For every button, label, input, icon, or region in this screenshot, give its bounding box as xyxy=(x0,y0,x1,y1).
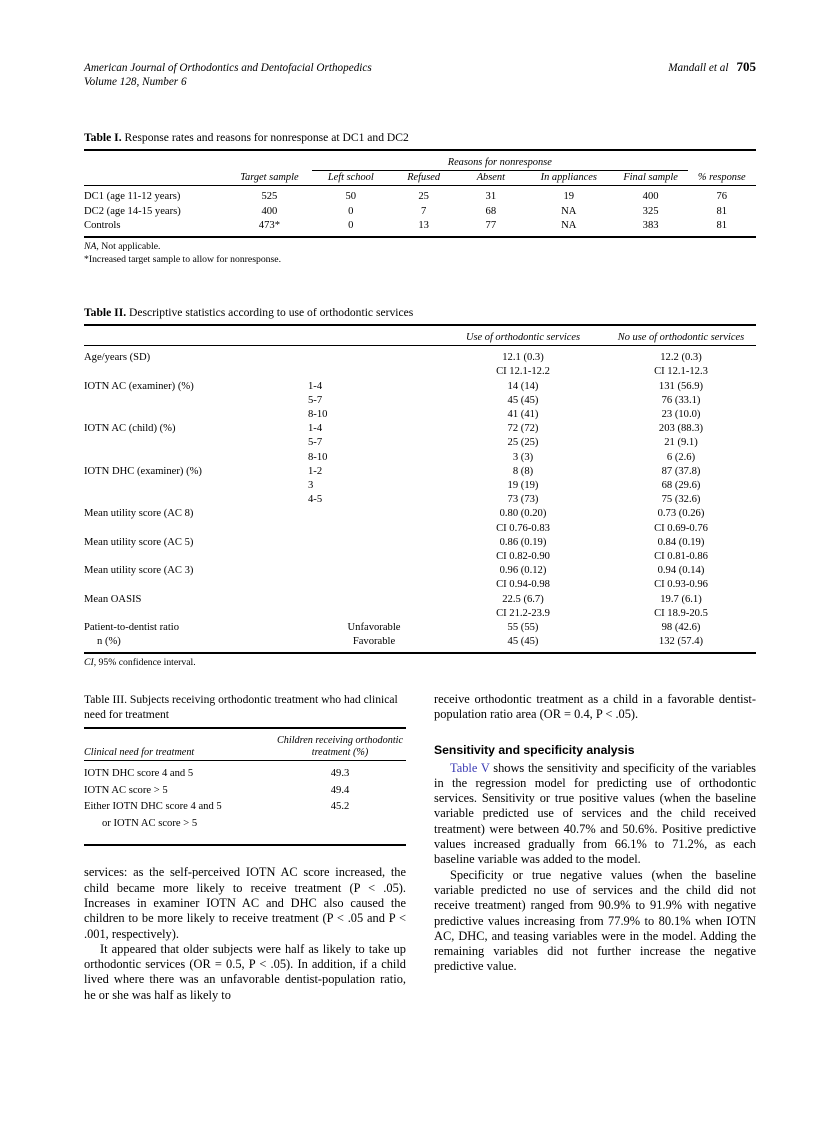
table-1-col-2: Left school xyxy=(327,172,374,184)
table-1-block xyxy=(84,130,756,266)
table-row xyxy=(84,190,756,204)
table-2-r15-category xyxy=(308,564,440,578)
table-1-footnote-1-text: , Not applicable. xyxy=(96,241,161,253)
table-3-r1-need: IOTN AC score > 5 xyxy=(84,784,168,796)
table-2-r13-label: Mean utility score (AC 5) xyxy=(84,536,194,548)
table-2-r5-label: IOTN AC (child) (%) xyxy=(84,423,176,435)
table-2-r13-nouse: 0.84 (0.19) xyxy=(657,536,705,548)
table-1 xyxy=(84,149,756,238)
table-1-group-header-label: Reasons for nonresponse xyxy=(312,156,688,171)
left-column xyxy=(84,692,406,1003)
table-1-r1-c2: 0 xyxy=(348,205,354,217)
table-2-r12-use: CI 0.76-0.83 xyxy=(496,522,550,534)
table-1-r2-c3: 13 xyxy=(418,219,429,231)
table-3-col-1-line1: Children receiving orthodontic xyxy=(277,734,403,746)
table-1-r1-c7: 81 xyxy=(716,205,728,217)
table-2-r17-nouse: 19.7 (6.1) xyxy=(660,593,702,605)
table-row xyxy=(84,422,756,436)
table-1-label: Table I. xyxy=(84,131,122,144)
table-2-r18-use: CI 21.2-23.9 xyxy=(496,607,550,619)
table-3-caption xyxy=(84,692,406,723)
table-row xyxy=(84,479,756,493)
table-2-r0-nouse: 12.2 (0.3) xyxy=(660,352,702,364)
running-head xyxy=(84,60,756,89)
table-2-r4-category: 8-10 xyxy=(308,409,328,421)
table-2-r8-label: IOTN DHC (examiner) (%) xyxy=(84,465,202,477)
table-2-r1-label xyxy=(84,365,308,379)
table-2-r7-nouse: 6 (2.6) xyxy=(666,451,696,463)
table-row xyxy=(84,205,756,219)
table-2-r1-nouse: CI 12.1-12.3 xyxy=(654,366,708,378)
table-3-col-0: Clinical need for treatment xyxy=(84,746,195,758)
table-2-r10-category: 4-5 xyxy=(308,494,323,506)
table-3-r2-need-line2: or IOTN AC score > 5 xyxy=(102,817,198,829)
table-1-r1-c5: NA xyxy=(561,205,577,217)
table-2-r8-nouse: 87 (37.8) xyxy=(661,465,701,477)
table-1-r2-c6: 383 xyxy=(642,219,659,231)
table-1-col-1: Target sample xyxy=(240,172,299,184)
table-row xyxy=(84,219,756,233)
table-row xyxy=(84,564,756,578)
table-3-r2-need: Either IOTN DHC score 4 and 5 xyxy=(84,801,222,813)
table-2-caption xyxy=(84,305,756,320)
table-2-r14-category xyxy=(308,550,440,564)
table-1-r0-c1: 525 xyxy=(261,191,278,203)
table-1-r1-c0: DC2 (age 14-15 years) xyxy=(84,205,181,217)
table-2-r15-nouse: 0.94 (0.14) xyxy=(657,565,705,577)
table-2-r9-category: 3 xyxy=(308,480,314,492)
table-row xyxy=(84,493,756,507)
table-1-r0-c2: 50 xyxy=(345,191,357,203)
table-2 xyxy=(84,324,756,654)
table-2-r3-nouse: 76 (33.1) xyxy=(661,394,701,406)
table-2-r10-nouse: 75 (32.6) xyxy=(661,494,701,506)
author-names: Mandall et al xyxy=(668,62,729,74)
table-1-r1-c6: 325 xyxy=(642,205,659,217)
table-row xyxy=(84,465,756,479)
table-1-r2-c4: 77 xyxy=(485,219,497,231)
table-2-r5-category: 1-4 xyxy=(308,423,323,435)
table-2-r14-nouse: CI 0.81-0.86 xyxy=(654,551,708,563)
table-1-col-6: Final sample xyxy=(623,172,678,184)
table-1-footnote-2 xyxy=(84,254,756,267)
table-1-col-4: Absent xyxy=(476,172,505,184)
table-1-r2-c1: 473* xyxy=(258,219,280,231)
table-2-r4-nouse: 23 (10.0) xyxy=(661,409,701,421)
table-2-header-row xyxy=(84,331,756,346)
table-1-bottom-rule xyxy=(84,233,756,237)
table-2-r13-use: 0.86 (0.19) xyxy=(499,536,547,548)
table-1-footnote-1-abbr: NA xyxy=(84,241,97,253)
table-row xyxy=(84,550,756,564)
table-3-r0-need: IOTN DHC score 4 and 5 xyxy=(84,768,194,780)
table-2-r3-use: 45 (45) xyxy=(507,394,539,406)
table-1-r0-c3: 25 xyxy=(418,191,429,203)
table-3-header-row xyxy=(84,735,406,761)
table-1-r0-c6: 400 xyxy=(642,191,659,203)
table-1-r2-c2: 0 xyxy=(348,219,354,231)
table-3-top-rule xyxy=(84,728,406,735)
table-2-col-0 xyxy=(84,331,308,346)
table-row xyxy=(84,536,756,550)
table-2-r10-label xyxy=(84,493,308,507)
table-row xyxy=(84,380,756,394)
table-2-r19-category: Unfavorable xyxy=(347,622,401,634)
table-3-col-1 xyxy=(274,735,406,761)
right-paragraph-2 xyxy=(434,761,756,868)
table-1-r0-c5: 19 xyxy=(563,191,575,203)
table-row xyxy=(84,783,406,800)
table-2-col-2: Use of orthodontic services xyxy=(466,332,580,343)
table-2-r2-label: IOTN AC (examiner) (%) xyxy=(84,380,194,392)
table-3-r2-value: 45.2 xyxy=(330,801,350,813)
table-2-r5-use: 72 (72) xyxy=(507,423,539,435)
right-column-spacer xyxy=(434,723,756,742)
table-2-bottom-rule xyxy=(84,649,756,653)
table-1-r2-c5: NA xyxy=(561,219,577,231)
table-2-r12-label xyxy=(84,522,308,536)
table-1-col-3: Refused xyxy=(407,172,441,184)
table-1-r1-c3: 7 xyxy=(421,205,427,217)
table-1-footnote-2-text: *Increased target sample to allow for nonresponse. xyxy=(84,253,282,265)
table-row xyxy=(84,766,406,783)
table-2-r6-label xyxy=(84,436,308,450)
table-2-r16-use: CI 0.94-0.98 xyxy=(496,579,550,591)
table-2-r11-label: Mean utility score (AC 8) xyxy=(84,508,194,520)
table-2-r9-use: 19 (19) xyxy=(507,480,539,492)
table-row xyxy=(84,436,756,450)
table-row xyxy=(84,507,756,521)
table-2-r6-category: 5-7 xyxy=(308,437,323,449)
table-2-col-3: No use of orthodontic services xyxy=(617,332,745,343)
right-paragraph-3: Specificity or true negative values (when the baseline variable predicted no use of services and the child did not receive treatment) ranged from 90.9% to 91.9% with negative predictive values increasing from 77.9% to 80.1% when IOTN AC, DHC, and teasing variables were in the model. Adding the remaining variables did not further increase the negative predictive value. xyxy=(434,867,756,974)
table-2-r19-use: 55 (55) xyxy=(507,622,539,634)
table-2-r13-category xyxy=(308,536,440,550)
table-2-r2-category: 1-4 xyxy=(308,380,323,392)
right-paragraph-2-text: shows the sensitivity and specificity of the variables in the regression model for predicting use of orthodontic services. Sensitivity or true positive values (when the baseline variable predicted use of services and the child received treatment) were between 40.7% and 50.6%. Positive predictive values increased gradually from 66.1% to 71.2%, as each baseline variable was added to the model. xyxy=(434,760,756,867)
table-2-r14-label xyxy=(84,550,308,564)
table-1-r2-c0: Controls xyxy=(84,219,121,231)
table-3 xyxy=(84,727,406,847)
table-2-r14-use: CI 0.82-0.90 xyxy=(496,551,550,563)
table-2-r0-category xyxy=(308,351,440,365)
right-column xyxy=(434,692,756,975)
table-3-r1-value: 49.4 xyxy=(330,784,350,796)
table-2-r17-category xyxy=(308,593,440,607)
table-1-header-row xyxy=(84,171,756,186)
table-1-r0-c0: DC1 (age 11-12 years) xyxy=(84,191,181,203)
journal-title: American Journal of Orthodontics and Dentofacial Orthopedics xyxy=(84,62,372,74)
table-2-r9-nouse: 68 (29.6) xyxy=(661,480,701,492)
table-2-footnote-1-text: , 95% confidence interval. xyxy=(93,657,196,669)
table-row xyxy=(84,394,756,408)
left-column-spacer xyxy=(84,846,406,865)
table-2-r7-use: 3 (3) xyxy=(512,451,534,463)
table-2-caption-text: Descriptive statistics according to use of orthodontic services xyxy=(129,306,414,319)
table-row xyxy=(84,799,406,816)
table-2-r15-label: Mean utility score (AC 3) xyxy=(84,565,194,577)
table-2-r12-nouse: CI 0.69-0.76 xyxy=(654,522,708,534)
table-2-r17-use: 22.5 (6.7) xyxy=(502,593,544,605)
table-2-r8-use: 8 (8) xyxy=(512,465,534,477)
table-2-r11-nouse: 0.73 (0.26) xyxy=(657,508,705,520)
left-paragraph-1: services: as the self-perceived IOTN AC score increased, the child became more likely to receive treatment (P < .05). Increases in examiner IOTN AC and DHC also caused the children to be more likely to receive treatment (P < .05 and P < .001, respectively). xyxy=(84,865,406,941)
table-2-r20-use: 45 (45) xyxy=(507,636,539,648)
table-2-r0-label: Age/years (SD) xyxy=(84,352,151,364)
table-2-r7-label xyxy=(84,451,308,465)
table-2-r6-use: 25 (25) xyxy=(507,437,539,449)
table-row xyxy=(84,451,756,465)
table-row xyxy=(84,635,756,649)
section-heading-sensitivity: Sensitivity and specificity analysis xyxy=(434,742,635,757)
table-1-caption-text: Response rates and reasons for nonresponse at DC1 and DC2 xyxy=(124,131,409,144)
table-2-r7-category: 8-10 xyxy=(308,451,328,463)
table-2-r16-label xyxy=(84,578,308,592)
table-1-r1-c4: 68 xyxy=(485,205,497,217)
table-2-r6-nouse: 21 (9.1) xyxy=(664,437,698,449)
table-row-continuation xyxy=(84,816,406,833)
table-2-r10-use: 73 (73) xyxy=(507,494,539,506)
table-row xyxy=(84,593,756,607)
table-2-r1-use: CI 12.1-12.2 xyxy=(496,366,550,378)
table-2-r17-label: Mean OASIS xyxy=(84,593,142,605)
table-3-r0-value: 49.3 xyxy=(330,768,350,780)
table-1-group-header xyxy=(84,156,756,171)
table-1-footnote-1 xyxy=(84,241,756,254)
table-2-r1-category xyxy=(308,365,440,379)
table-row xyxy=(84,621,756,635)
table-row xyxy=(84,578,756,592)
table-1-caption xyxy=(84,130,756,145)
page-number: 705 xyxy=(736,59,756,74)
table-2-r4-use: 41 (41) xyxy=(507,409,539,421)
table-row xyxy=(84,522,756,536)
table-2-r19-nouse: 98 (42.6) xyxy=(661,622,701,634)
table-2-r20-category: Favorable xyxy=(352,636,396,648)
table-v-crossref-link[interactable]: Table V xyxy=(450,760,490,775)
table-1-r2-c7: 81 xyxy=(716,219,728,231)
table-1-col-5: In appliances xyxy=(540,172,597,184)
table-2-footnote-1-abbr: CI xyxy=(84,657,94,669)
table-2-r3-label xyxy=(84,394,308,408)
table-2-r18-nouse: CI 18.9-20.5 xyxy=(654,607,708,619)
table-2-r0-use: 12.1 (0.3) xyxy=(502,352,544,364)
table-2-footnote-1 xyxy=(84,657,756,670)
volume-issue-line: Volume 128, Number 6 xyxy=(84,76,187,88)
table-2-r11-use: 0.80 (0.20) xyxy=(499,508,547,520)
table-2-r9-label xyxy=(84,479,308,493)
table-2-block xyxy=(84,305,756,670)
right-paragraph-1: receive orthodontic treatment as a child in a favorable dentist-population ratio area (OR = 0.4, P < .05). xyxy=(434,692,756,722)
table-2-r2-use: 14 (14) xyxy=(507,380,539,392)
table-2-r5-nouse: 203 (88.3) xyxy=(658,423,704,435)
table-2-r8-category: 1-2 xyxy=(308,465,323,477)
table-3-col-1-line2: treatment (%) xyxy=(311,747,369,759)
table-2-r18-category xyxy=(308,607,440,621)
table-2-label: Table II. xyxy=(84,306,127,319)
table-3-label: Table III. xyxy=(84,693,127,706)
table-2-r3-category: 5-7 xyxy=(308,394,323,406)
table-1-col-0 xyxy=(84,171,227,186)
table-1-r1-c1: 400 xyxy=(261,205,278,217)
table-3-bottom-rule xyxy=(84,832,406,845)
table-row xyxy=(84,408,756,422)
table-row xyxy=(84,365,756,379)
table-1-col-7: % response xyxy=(697,172,746,184)
table-2-r16-nouse: CI 0.93-0.96 xyxy=(654,579,708,591)
table-2-r20-nouse: 132 (57.4) xyxy=(658,636,704,648)
table-row xyxy=(84,351,756,365)
table-2-r19-label: Patient-to-dentist ratio xyxy=(84,622,180,634)
left-paragraph-2: It appeared that older subjects were half as likely to take up orthodontic services (OR = 0.5, P < .05). In addition, if a child lived where there was an unfavorable dentist-population ratio, he or she was half as likely to xyxy=(84,941,406,1002)
table-1-r0-c7: 76 xyxy=(716,191,728,203)
table-2-r4-label xyxy=(84,408,308,422)
table-2-r2-nouse: 131 (56.9) xyxy=(658,380,704,392)
table-2-col-1 xyxy=(308,331,440,346)
table-3-caption-text: Subjects receiving orthodontic treatment who had clinical need for treatment xyxy=(84,693,398,722)
table-1-r0-c4: 31 xyxy=(485,191,497,203)
table-2-r16-category xyxy=(308,578,440,592)
table-2-r11-category xyxy=(308,507,440,521)
table-row xyxy=(84,607,756,621)
table-2-r15-use: 0.96 (0.12) xyxy=(499,565,547,577)
table-2-r20-label: n (%) xyxy=(97,636,121,648)
table-2-r12-category xyxy=(308,522,440,536)
table-2-r18-label xyxy=(84,607,308,621)
